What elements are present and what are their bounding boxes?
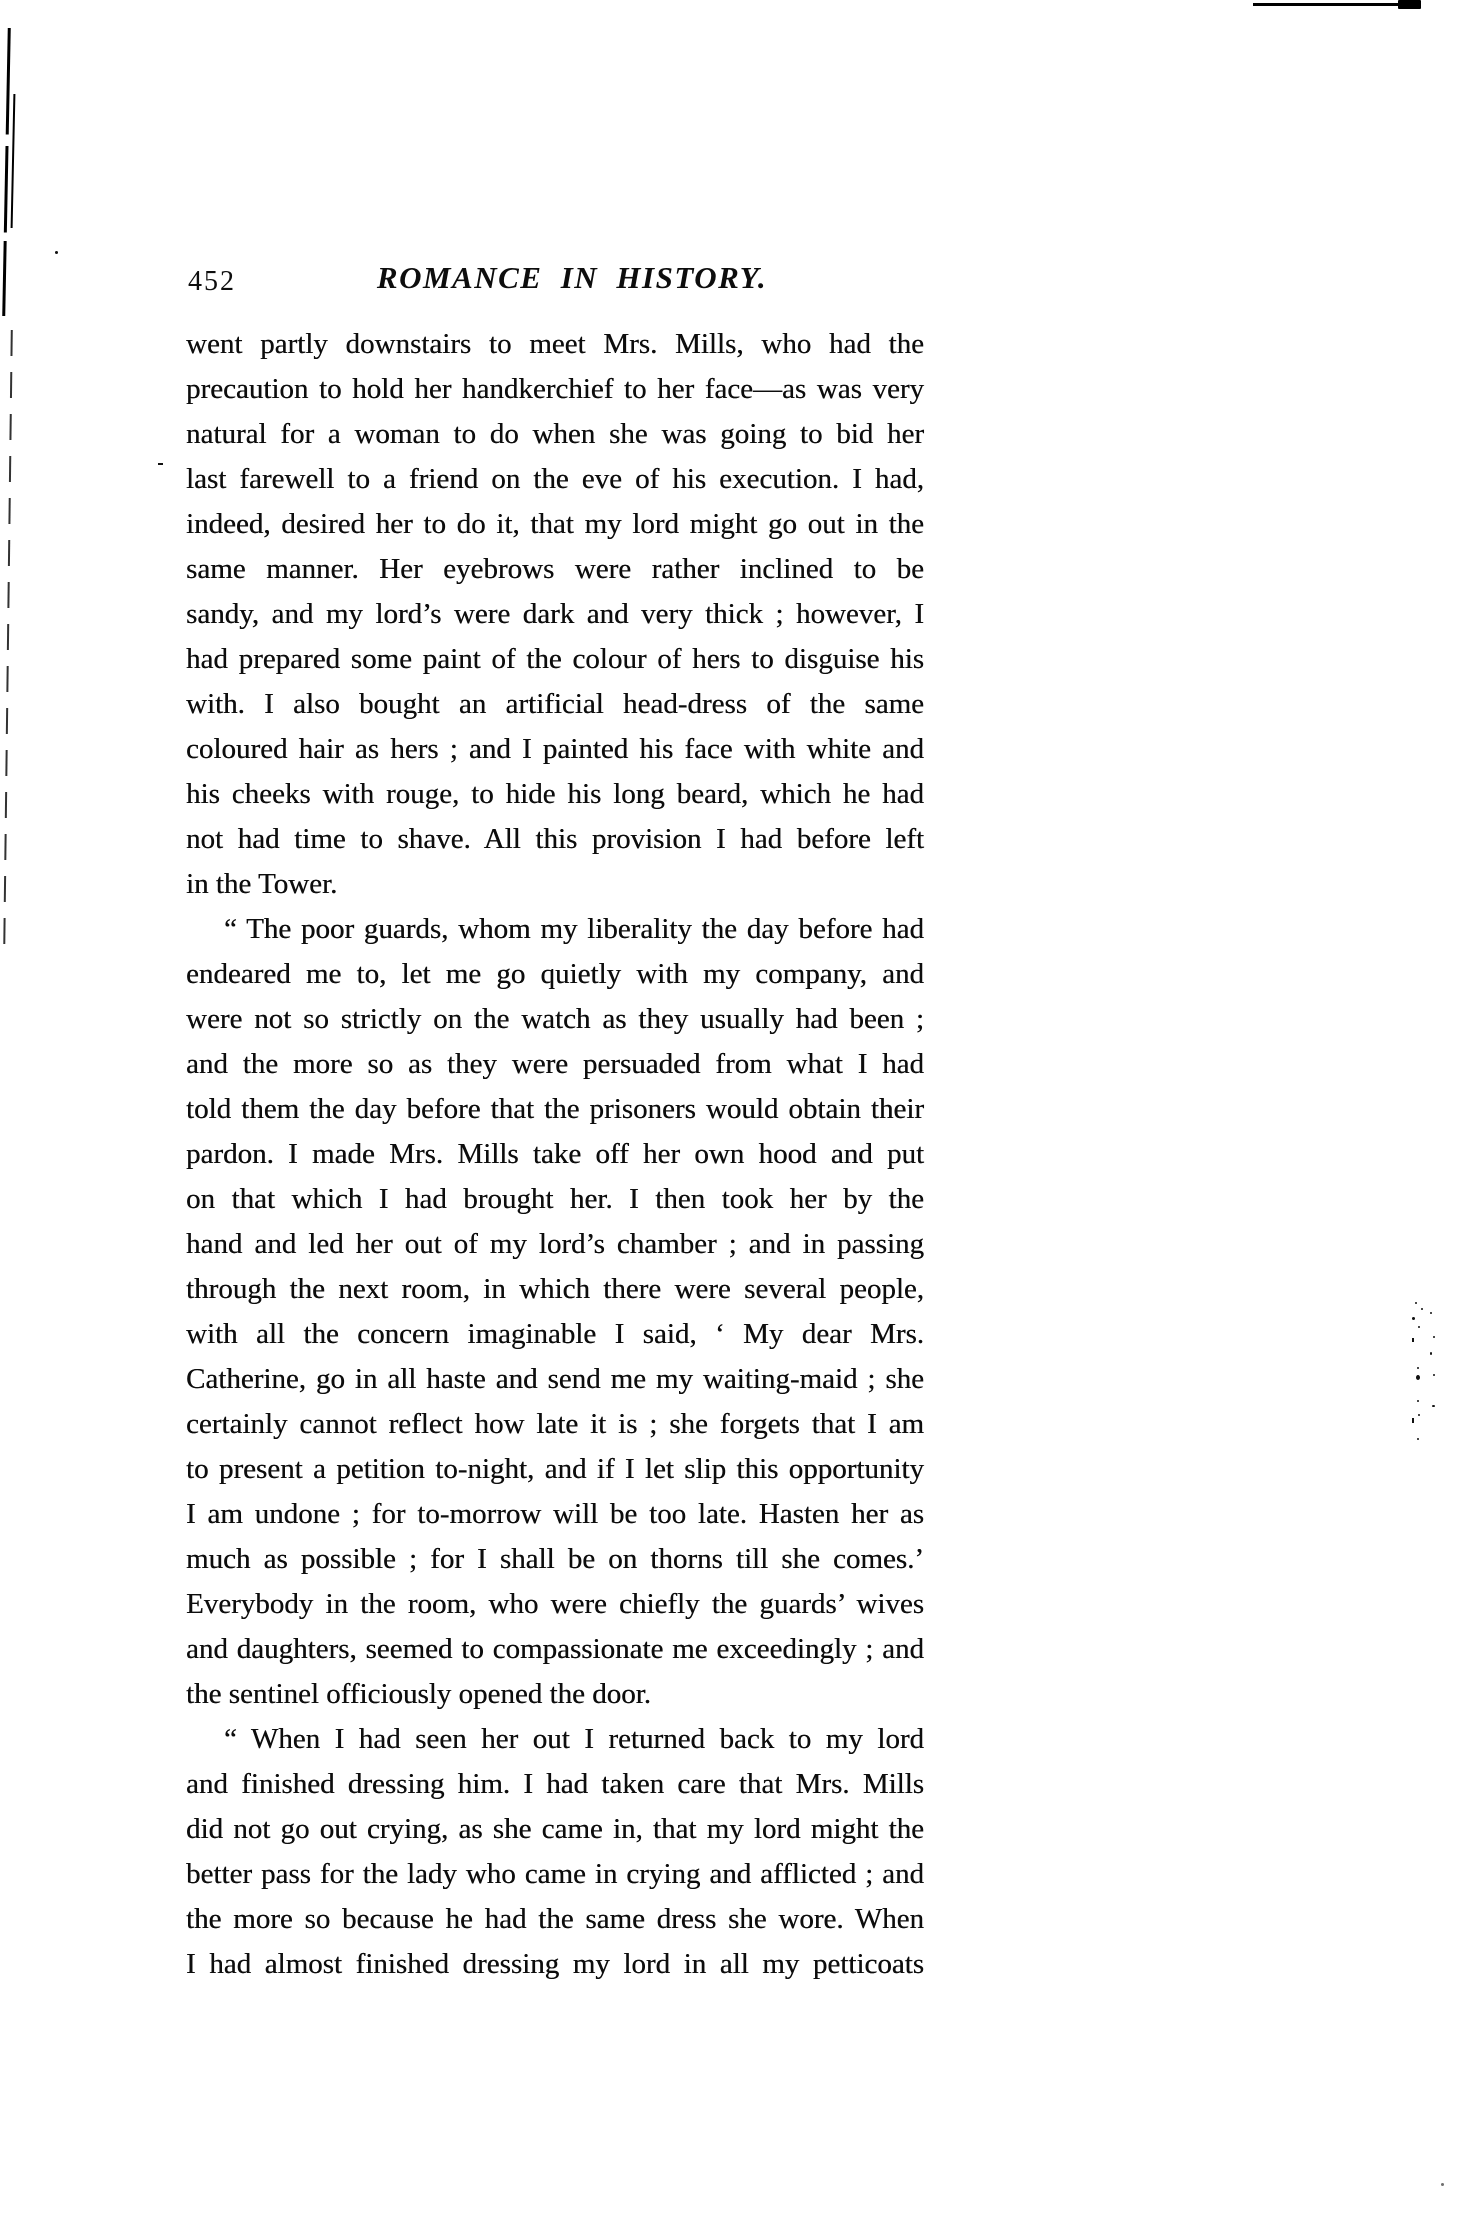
text-line xyxy=(186,862,924,907)
scan-speck xyxy=(1418,1326,1420,1328)
text-line xyxy=(186,412,924,457)
text-line-content: “ The poor guards, whom my liberality the day before had xyxy=(224,913,924,945)
text-line-content: I am undone ; for to-morrow will be too late. Hasten her as xyxy=(186,1498,924,1530)
text-line xyxy=(186,682,924,727)
text-line-content: and the more so as they were persuaded from what I had xyxy=(186,1048,924,1080)
text-line xyxy=(186,1267,924,1312)
scan-line-left xyxy=(2,28,11,316)
running-title: ROMANCE IN HISTORY. xyxy=(376,260,768,295)
text-line-content: better pass for the lady who came in crying and afflicted ; and xyxy=(186,1858,924,1890)
scan-speck xyxy=(1416,1375,1420,1380)
scan-speck xyxy=(1418,1414,1420,1416)
scan-speck xyxy=(1430,1352,1432,1355)
text-line-content: the more so because he had the same dress she wore. When xyxy=(186,1903,924,1935)
text-line-content: not had time to shave. All this provision I had before left xyxy=(186,823,924,855)
text-line-content: with all the concern imaginable I said, ‘ My dear Mrs. xyxy=(186,1318,924,1350)
page-body-text xyxy=(186,322,924,1987)
text-line-content: on that which I had brought her. I then took her by the xyxy=(186,1183,924,1215)
scan-speck xyxy=(1412,1418,1414,1423)
text-line xyxy=(186,1087,924,1132)
page-number: 452 xyxy=(188,266,236,297)
text-line-content: “ When I had seen her out I returned back to my lord xyxy=(224,1723,924,1755)
text-line xyxy=(186,1762,924,1807)
scan-speck xyxy=(1421,1308,1423,1310)
text-line-content: indeed, desired her to do it, that my lord might go out in the xyxy=(186,508,924,540)
text-line-content: the sentinel officiously opened the door. xyxy=(186,1678,651,1710)
scan-speck xyxy=(158,463,163,465)
text-line-content: went partly downstairs to meet Mrs. Mills, who had the xyxy=(186,328,924,360)
text-line-content: were not so strictly on the watch as they usually had been ; xyxy=(186,1003,924,1035)
text-line xyxy=(186,1537,924,1582)
text-line xyxy=(186,817,924,862)
text-line-content: Catherine, go in all haste and send me my waiting-maid ; she xyxy=(186,1363,924,1395)
scan-speck xyxy=(1433,1336,1435,1338)
text-line-content: his cheeks with rouge, to hide his long beard, which he had xyxy=(186,778,924,810)
paragraph xyxy=(186,322,924,907)
text-line-content: had prepared some paint of the colour of hers to disguise his xyxy=(186,643,924,675)
text-line xyxy=(186,772,924,817)
text-line xyxy=(186,1717,924,1762)
text-line-content: Everybody in the room, who were chiefly the guards’ wives xyxy=(186,1588,924,1620)
scan-speck xyxy=(1441,2183,1444,2186)
text-line-content: through the next room, in which there were several people, xyxy=(186,1273,924,1305)
text-line xyxy=(186,502,924,547)
text-line-content: much as possible ; for I shall be on thorns till she comes.’ xyxy=(186,1543,924,1575)
text-line-content: natural for a woman to do when she was going to bid her xyxy=(186,418,924,450)
scan-speck xyxy=(55,251,58,254)
text-line xyxy=(186,457,924,502)
text-line-content: told them the day before that the prisoners would obtain their xyxy=(186,1093,924,1125)
text-line-content: coloured hair as hers ; and I painted his face with white and xyxy=(186,733,924,765)
text-line xyxy=(186,727,924,772)
text-line xyxy=(186,1447,924,1492)
text-line xyxy=(186,1627,924,1672)
text-line xyxy=(186,1672,924,1717)
text-line-content: pardon. I made Mrs. Mills take off her own hood and put xyxy=(186,1138,924,1170)
scan-blob-top-right xyxy=(1398,0,1421,9)
text-line-content: last farewell to a friend on the eve of his execution. I had, xyxy=(186,463,924,495)
text-line xyxy=(186,1582,924,1627)
text-line xyxy=(186,997,924,1042)
text-line-content: and finished dressing him. I had taken care that Mrs. Mills xyxy=(186,1768,924,1800)
text-line xyxy=(186,1042,924,1087)
text-line xyxy=(186,907,924,952)
scan-speck xyxy=(1430,1312,1432,1314)
scan-speck xyxy=(1412,1317,1415,1320)
text-line-content: certainly cannot reflect how late it is ; she forgets that I am xyxy=(186,1408,924,1440)
text-line-content: I had almost finished dressing my lord in all my petticoats xyxy=(186,1948,924,1980)
scan-speck xyxy=(1417,1438,1419,1440)
scan-speck xyxy=(1412,1338,1414,1342)
text-line-content: sandy, and my lord’s were dark and very thick ; however, I xyxy=(186,598,924,630)
text-line xyxy=(186,1852,924,1897)
text-line-content: did not go out crying, as she came in, that my lord might the xyxy=(186,1813,924,1845)
text-line-content: endeared me to, let me go quietly with my company, and xyxy=(186,958,924,990)
text-line-content: same manner. Her eyebrows were rather inclined to be xyxy=(186,553,924,585)
paragraph xyxy=(186,907,924,1717)
paragraph xyxy=(186,1717,924,1987)
scan-speck xyxy=(1417,1367,1419,1369)
text-line xyxy=(186,1492,924,1537)
text-line xyxy=(186,592,924,637)
text-line xyxy=(186,1177,924,1222)
text-line-content: hand and led her out of my lord’s chamber ; and in passing xyxy=(186,1228,924,1260)
text-line xyxy=(186,1222,924,1267)
text-line xyxy=(186,952,924,997)
text-line-content: precaution to hold her handkerchief to her face—as was very xyxy=(186,373,924,405)
text-line xyxy=(186,1807,924,1852)
scan-speck xyxy=(1417,1400,1419,1402)
scan-line-left xyxy=(11,94,16,228)
text-line-content: and daughters, seemed to compassionate me exceedingly ; and xyxy=(186,1633,924,1665)
text-line xyxy=(186,547,924,592)
scan-speck xyxy=(1433,1374,1435,1376)
scan-speck xyxy=(1415,1302,1417,1304)
scan-line-left xyxy=(3,330,13,950)
text-line xyxy=(186,1402,924,1447)
text-line-content: to present a petition to-night, and if I let slip this opportunity xyxy=(186,1453,924,1485)
text-line xyxy=(186,1132,924,1177)
text-line xyxy=(186,637,924,682)
scan-line-top-right xyxy=(1253,3,1421,6)
text-line-content: with. I also bought an artificial head-dress of the same xyxy=(186,688,924,720)
text-line xyxy=(186,367,924,412)
text-line xyxy=(186,322,924,367)
text-line xyxy=(186,1942,924,1987)
scan-speck xyxy=(1432,1405,1435,1407)
text-line xyxy=(186,1312,924,1357)
text-line xyxy=(186,1357,924,1402)
text-line-content: in the Tower. xyxy=(186,868,338,900)
text-line xyxy=(186,1897,924,1942)
